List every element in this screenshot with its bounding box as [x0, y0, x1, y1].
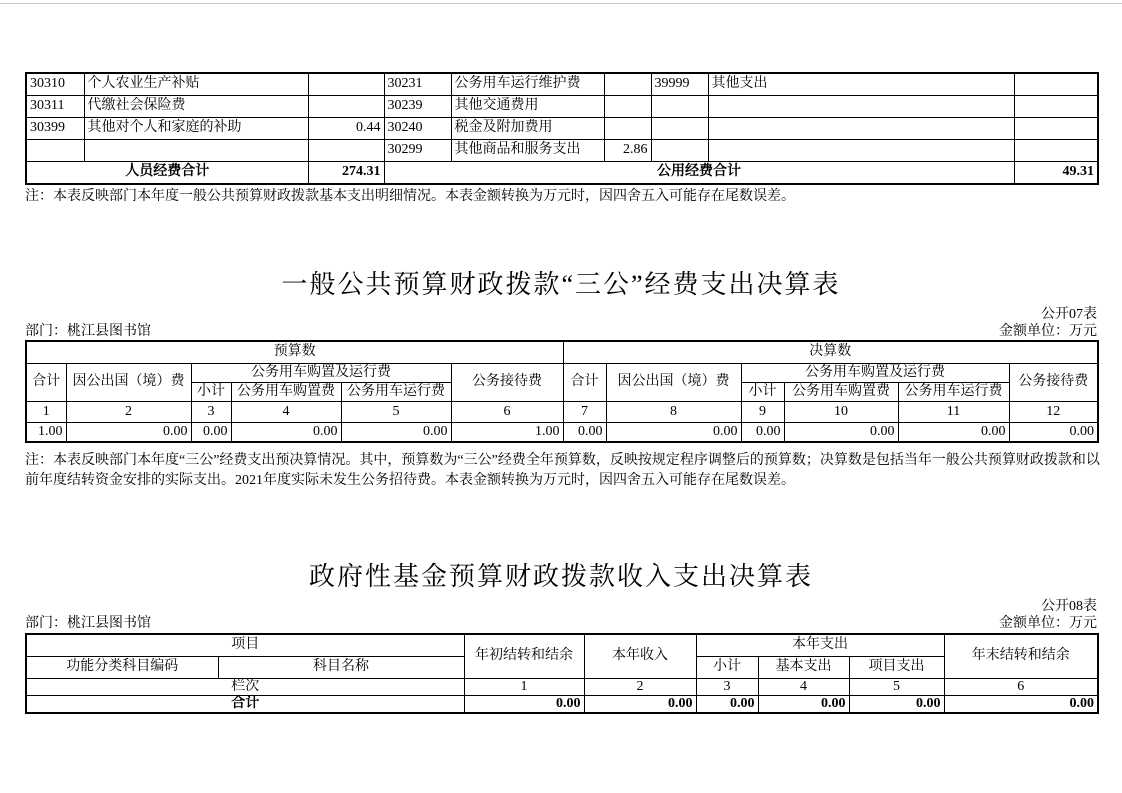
- column-number-cell: 5: [849, 679, 944, 696]
- header-row: [26, 364, 1098, 383]
- subject-code-cell: 30231: [384, 73, 451, 96]
- column-number-cell: 1: [26, 402, 66, 423]
- final-subtotal-header: 小计: [741, 383, 784, 402]
- expense-header: 本年支出: [696, 634, 944, 657]
- column-number-cell: 12: [1009, 402, 1098, 423]
- subject-code-cell: 30240: [384, 118, 451, 140]
- income-header: 本年收入: [584, 634, 696, 679]
- subject-name-cell: 个人农业生产补贴: [84, 73, 308, 96]
- basic-table-note: 注：本表反映部门本年度一般公共预算财政拨款基本支出明细情况。本表金额转换为万元时，因四舍五入可能存在尾数误差。: [25, 189, 795, 204]
- sangong-meta-row: [25, 320, 1097, 340]
- subject-code-cell: 30299: [384, 140, 451, 162]
- subject-code-cell: [26, 140, 84, 162]
- column-number-cell: 8: [606, 402, 741, 423]
- final-group-header: 决算数: [563, 341, 1098, 364]
- public-total-value: 49.31: [1014, 162, 1098, 185]
- unit-label: 金额单位：万元: [999, 616, 1097, 631]
- amount-cell: 0.00: [464, 696, 584, 714]
- column-number-cell: 2: [66, 402, 191, 423]
- subject-name-cell: [708, 96, 1014, 118]
- subject-name-cell: 其他支出: [708, 73, 1014, 96]
- lanci-label: 栏次: [26, 679, 464, 696]
- column-number-cell: 2: [584, 679, 696, 696]
- subject-name-header: 科目名称: [218, 657, 464, 679]
- subject-name-cell: 其他商品和服务支出: [451, 140, 604, 162]
- end-balance-header: 年末结转和结余: [944, 634, 1098, 679]
- totals-row: [26, 162, 1098, 185]
- column-number-cell: 1: [464, 679, 584, 696]
- column-number-row: [26, 679, 1098, 696]
- budget-vehicle-header: 公务用车购置及运行费: [191, 364, 451, 383]
- gov-fund-table-title: 政府性基金预算财政拨款收入支出决算表: [308, 562, 813, 591]
- department-label: 部门：桃江县图书馆: [25, 616, 151, 631]
- final-operation-header: 公务用车运行费: [898, 383, 1009, 402]
- amount-cell: 0.00: [758, 696, 849, 714]
- subject-code-cell: 30399: [26, 118, 84, 140]
- amount-cell: 0.00: [606, 423, 741, 443]
- amount-cell: 0.00: [849, 696, 944, 714]
- gov-fund-table-code: 公开08表: [1041, 599, 1097, 614]
- subject-code-cell: 30310: [26, 73, 84, 96]
- subject-name-cell: 代缴社会保险费: [84, 96, 308, 118]
- gov-fund-meta-row: [25, 612, 1097, 632]
- budget-subtotal-header: 小计: [191, 383, 231, 402]
- amount-cell: [1014, 96, 1098, 118]
- column-number-cell: 6: [451, 402, 563, 423]
- basic-expenditure-detail-table: [25, 72, 1099, 185]
- table-row: [26, 118, 1098, 140]
- budget-abroad-header: 因公出国（境）费: [66, 364, 191, 402]
- column-number-cell: 11: [898, 402, 1009, 423]
- final-abroad-header: 因公出国（境）费: [606, 364, 741, 402]
- begin-balance-header: 年初结转和结余: [464, 634, 584, 679]
- amount-cell: 0.00: [584, 696, 696, 714]
- subject-code-cell: 30311: [26, 96, 84, 118]
- amount-cell: [604, 73, 651, 96]
- column-number-cell: 3: [696, 679, 758, 696]
- amount-cell: [308, 96, 384, 118]
- subject-name-cell: [708, 118, 1014, 140]
- unit-label: 金额单位：万元: [999, 324, 1097, 339]
- subject-code-cell: 39999: [651, 73, 708, 96]
- column-number-cell: 3: [191, 402, 231, 423]
- column-number-cell: 10: [784, 402, 898, 423]
- subject-code-cell: [651, 96, 708, 118]
- expense-subtotal-header: 小计: [696, 657, 758, 679]
- amount-cell: 1.00: [451, 423, 563, 443]
- amount-cell: 0.00: [1009, 423, 1098, 443]
- amount-cell: 0.00: [231, 423, 341, 443]
- gov-fund-table: [25, 633, 1099, 714]
- amount-cell: 0.00: [66, 423, 191, 443]
- column-number-cell: 4: [758, 679, 849, 696]
- budget-total-header: 合计: [26, 364, 66, 402]
- subject-code-cell: 30239: [384, 96, 451, 118]
- amount-cell: 0.00: [784, 423, 898, 443]
- final-total-header: 合计: [563, 364, 606, 402]
- amount-cell: [604, 118, 651, 140]
- budget-group-header: 预算数: [26, 341, 563, 364]
- values-row: [26, 423, 1098, 443]
- amount-cell: [308, 140, 384, 162]
- budget-operation-header: 公务用车运行费: [341, 383, 451, 402]
- subject-code-cell: [651, 140, 708, 162]
- final-reception-header: 公务接待费: [1009, 364, 1098, 402]
- totals-row: [26, 696, 1098, 714]
- personnel-total-value: 274.31: [308, 162, 384, 185]
- budget-reception-header: 公务接待费: [451, 364, 563, 402]
- subject-name-cell: 税金及附加费用: [451, 118, 604, 140]
- amount-cell: 0.00: [741, 423, 784, 443]
- final-purchase-header: 公务用车购置费: [784, 383, 898, 402]
- page-top-rule: [0, 3, 1122, 4]
- column-number-cell: 6: [944, 679, 1098, 696]
- grand-total-label: 合计: [26, 696, 464, 714]
- subject-name-cell: [84, 140, 308, 162]
- amount-cell: 0.00: [696, 696, 758, 714]
- basic-expense-header: 基本支出: [758, 657, 849, 679]
- amount-cell: 0.44: [308, 118, 384, 140]
- table-row: [26, 73, 1098, 96]
- column-number-cell: 9: [741, 402, 784, 423]
- project-header: 项目: [26, 634, 464, 657]
- subject-code-cell: [651, 118, 708, 140]
- column-number-cell: 7: [563, 402, 606, 423]
- amount-cell: [1014, 118, 1098, 140]
- personnel-total-label: 人员经费合计: [26, 162, 308, 185]
- group-header-row: [26, 341, 1098, 364]
- amount-cell: 0.00: [944, 696, 1098, 714]
- amount-cell: 0.00: [191, 423, 231, 443]
- amount-cell: [308, 73, 384, 96]
- column-number-row: [26, 402, 1098, 423]
- amount-cell: 0.00: [341, 423, 451, 443]
- department-label: 部门：桃江县图书馆: [25, 324, 151, 339]
- subject-name-cell: [708, 140, 1014, 162]
- amount-cell: 1.00: [26, 423, 66, 443]
- sangong-table-code: 公开07表: [1041, 307, 1097, 322]
- table-row: [26, 96, 1098, 118]
- budget-purchase-header: 公务用车购置费: [231, 383, 341, 402]
- public-total-label: 公用经费合计: [384, 162, 1014, 185]
- amount-cell: 2.86: [604, 140, 651, 162]
- amount-cell: 0.00: [563, 423, 606, 443]
- subject-name-cell: 其他对个人和家庭的补助: [84, 118, 308, 140]
- table-row: [26, 140, 1098, 162]
- sangong-table-title: 一般公共预算财政拨款“三公”经费支出决算表: [281, 270, 841, 299]
- subject-name-cell: 其他交通费用: [451, 96, 604, 118]
- sangong-table-note: 注：本表反映部门本年度“三公”经费支出预决算情况。其中，预算数为“三公”经费全年预算数，反映按规定程序调整后的预算数；决算数是包括当年一般公共预算财政拨款和以前年度结转资金安排的实际支出。2021年度实际未发生公务招待费。本表金额转换为万元时，因四舍五入可能存在尾数误差。: [25, 453, 1100, 488]
- final-vehicle-header: 公务用车购置及运行费: [741, 364, 1009, 383]
- function-code-header: 功能分类科目编码: [26, 657, 218, 679]
- amount-cell: [1014, 140, 1098, 162]
- sangong-expense-table: [25, 340, 1099, 443]
- project-expense-header: 项目支出: [849, 657, 944, 679]
- amount-cell: [1014, 73, 1098, 96]
- header-row: [26, 634, 1098, 657]
- amount-cell: [604, 96, 651, 118]
- subject-name-cell: 公务用车运行维护费: [451, 73, 604, 96]
- column-number-cell: 4: [231, 402, 341, 423]
- amount-cell: 0.00: [898, 423, 1009, 443]
- column-number-cell: 5: [341, 402, 451, 423]
